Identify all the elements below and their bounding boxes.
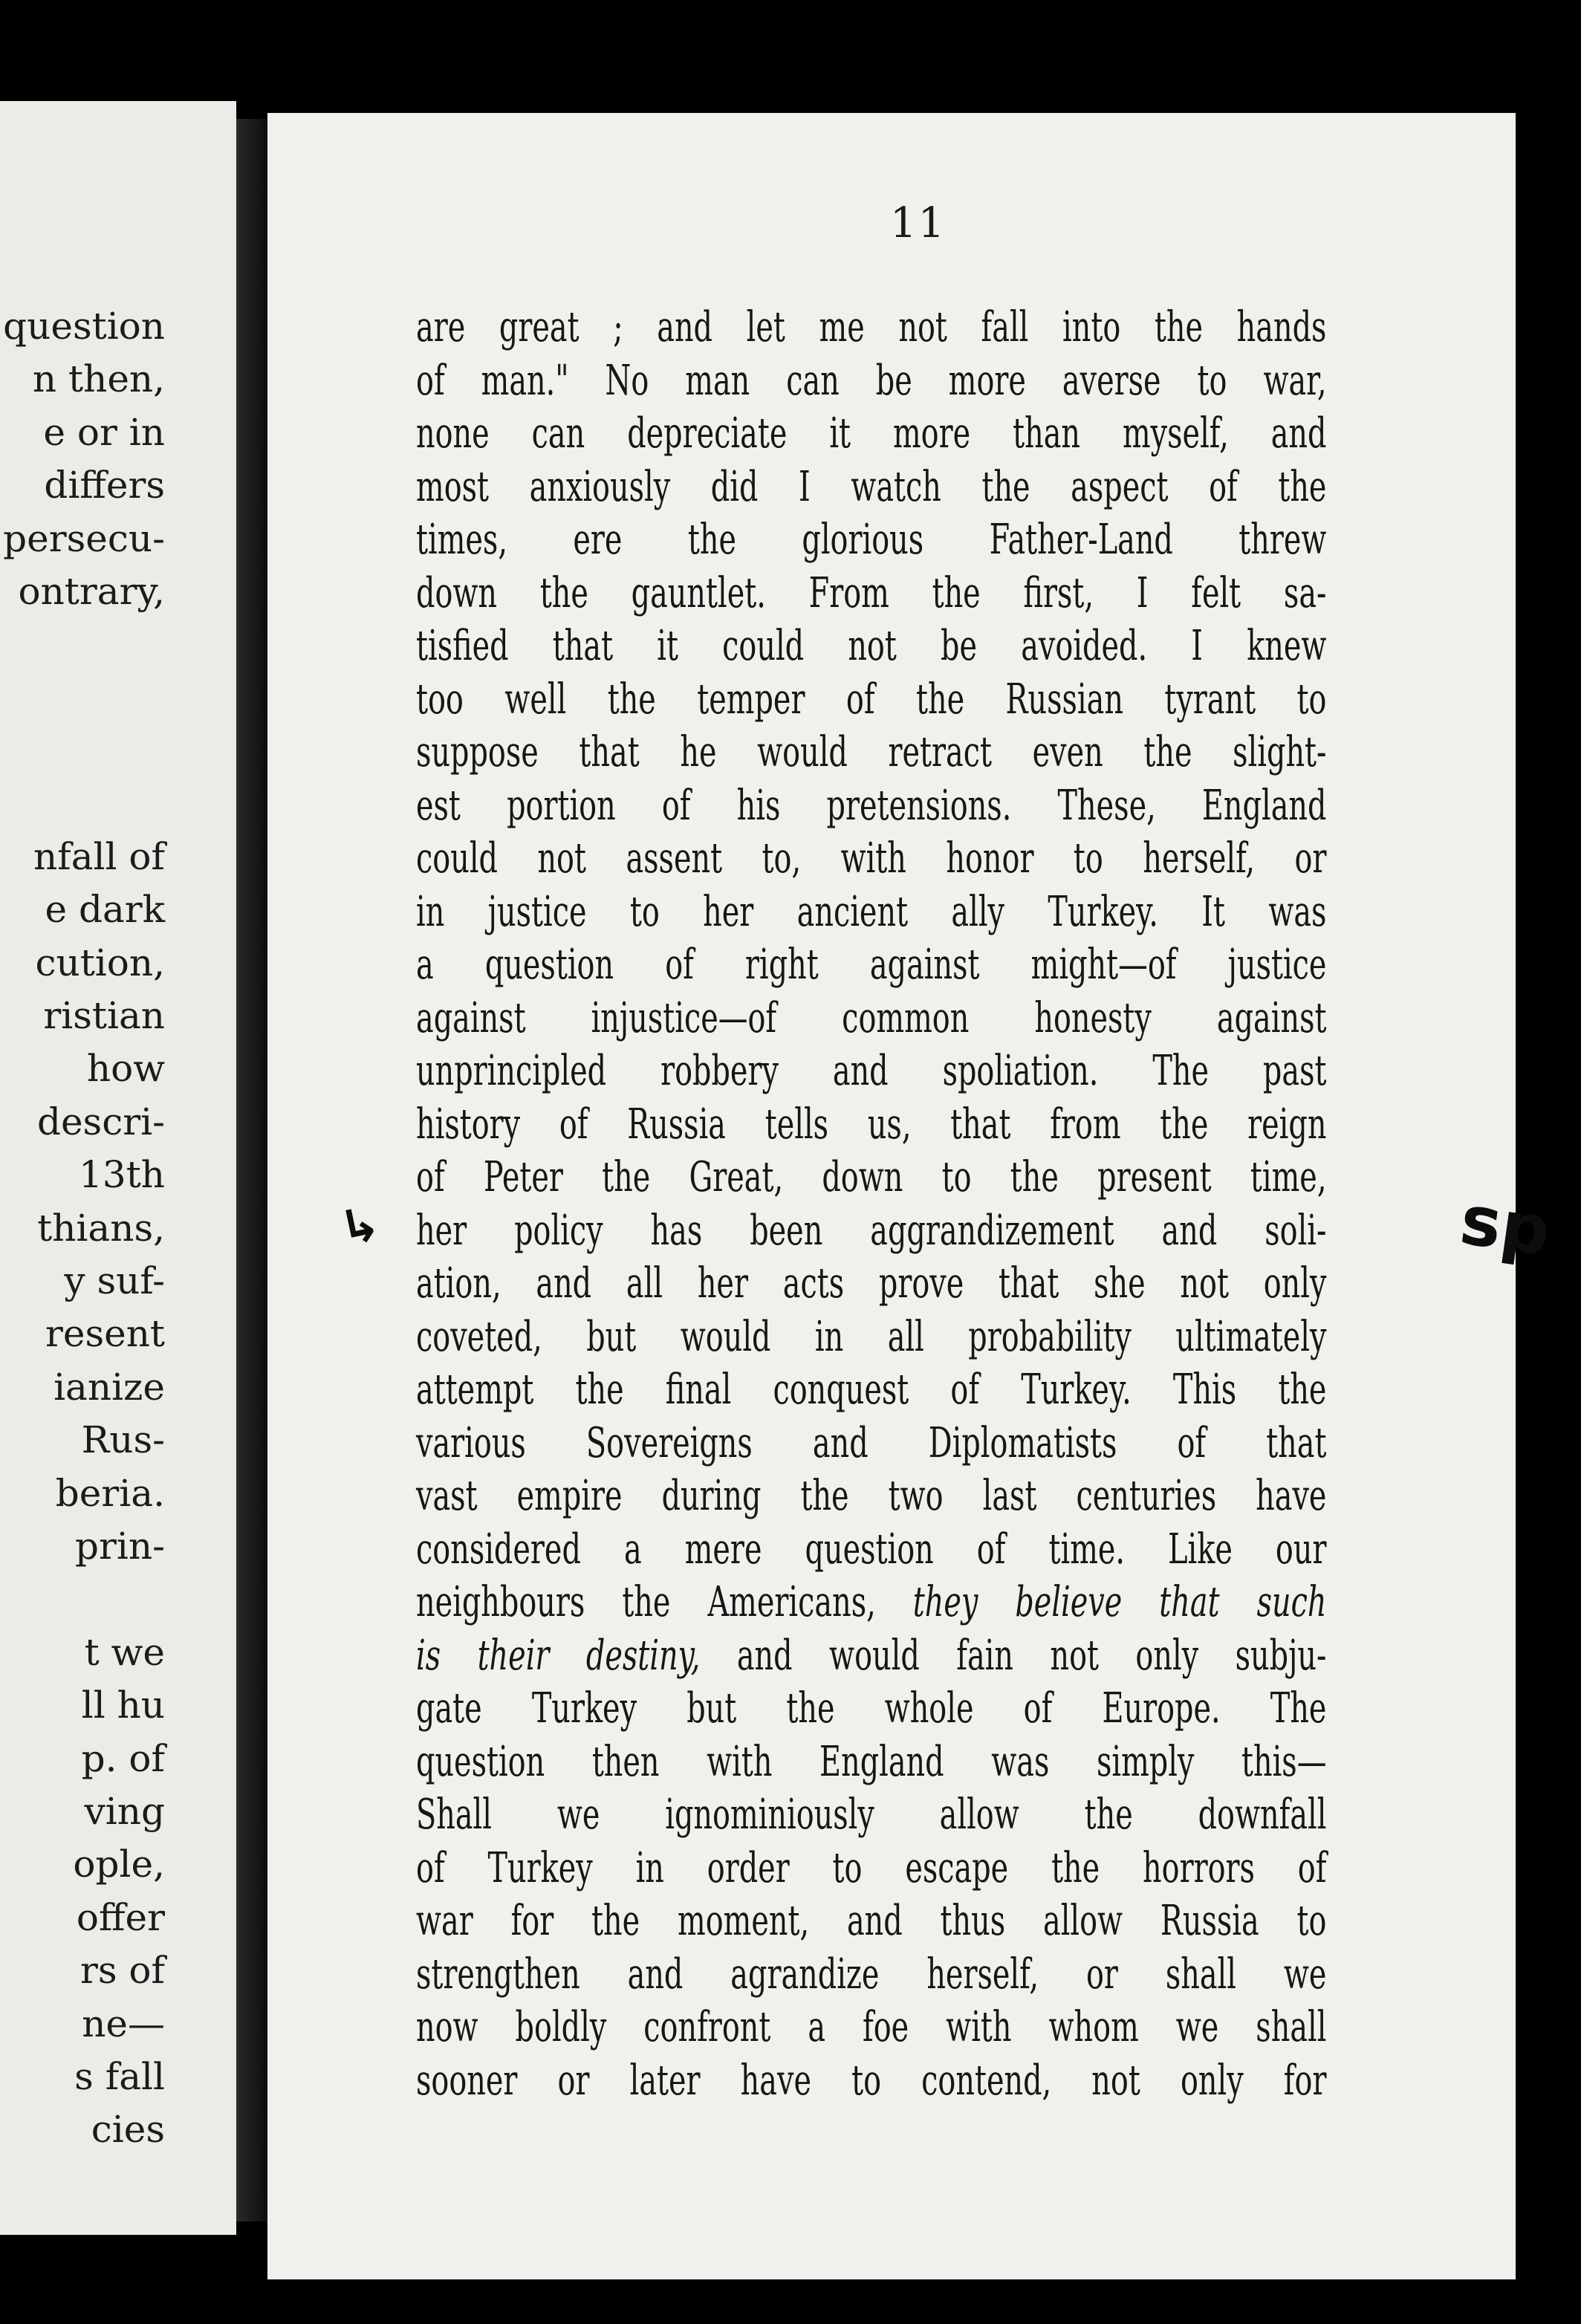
text-line: are great ; and let me not fall into the hands bbox=[416, 303, 1327, 351]
text-line: Shall we ignominiously allow the downfall bbox=[416, 1791, 1327, 1839]
previous-page-line: rs of bbox=[79, 1949, 165, 1993]
previous-page-line: thians, bbox=[37, 1206, 165, 1250]
text-line: strengthen and agrandize herself, or shall we bbox=[416, 1950, 1327, 1999]
text-line: vast empire during the two last centuries have bbox=[416, 1472, 1327, 1520]
book-gutter bbox=[236, 119, 270, 2221]
text-line: could not assent to, with honor to herself, or bbox=[416, 834, 1327, 883]
text-line: war for the moment, and thus allow Russia to bbox=[416, 1897, 1327, 1945]
text-line: various Sovereigns and Diplomatists of that bbox=[416, 1418, 1327, 1467]
text-line: est portion of his pretensions. These, England bbox=[416, 781, 1327, 830]
text-line: now boldly confront a foe with whom we shall bbox=[416, 2003, 1327, 2051]
previous-page-line: ople, bbox=[73, 1843, 165, 1886]
text-line: attempt the final conquest of Turkey. This the bbox=[416, 1366, 1327, 1414]
text-line: of Turkey in order to escape the horrors of bbox=[416, 1843, 1327, 1892]
previous-page-line: ne— bbox=[82, 2002, 165, 2045]
text-line: most anxiously did I watch the aspect of the bbox=[416, 462, 1327, 511]
text-line: times, ere the glorious Father-Land threw bbox=[416, 516, 1327, 564]
text-line: suppose that he would retract even the slight- bbox=[416, 728, 1327, 776]
previous-page-line: differs bbox=[44, 464, 165, 507]
text-line: coveted, but would in all probability ultimately bbox=[416, 1312, 1327, 1361]
text-line: history of Russia tells us, that from the reign bbox=[416, 1100, 1327, 1149]
previous-page-line: ontrary, bbox=[18, 569, 165, 613]
text-line: unprincipled robbery and spoliation. The past bbox=[416, 1047, 1327, 1095]
previous-page-line: nfall of bbox=[33, 834, 165, 878]
text-line: too well the temper of the Russian tyrant to bbox=[416, 675, 1327, 724]
previous-page-line: prin- bbox=[75, 1524, 165, 1568]
margin-mark-left-icon: ↳ bbox=[334, 1195, 386, 1258]
margin-mark-right-icon: sp bbox=[1455, 1180, 1556, 1271]
previous-page-line: n then, bbox=[32, 357, 165, 401]
text-line: against injustice—of common honesty against bbox=[416, 993, 1327, 1042]
text-line: of Peter the Great, down to the present time, bbox=[416, 1153, 1327, 1201]
previous-page-text bbox=[3, 300, 165, 2157]
previous-page-line: e dark bbox=[45, 888, 165, 932]
previous-page-line bbox=[3, 672, 165, 724]
page-body-text bbox=[416, 301, 1326, 2107]
previous-page-line: ristian bbox=[43, 994, 165, 1038]
previous-page-line: resent bbox=[45, 1312, 165, 1356]
previous-page-line: 13th bbox=[79, 1153, 165, 1197]
previous-page-line: how bbox=[86, 1047, 165, 1091]
previous-page-line: question bbox=[3, 305, 165, 348]
text-line: of man." No man can be more averse to war, bbox=[416, 356, 1327, 405]
previous-page-line: t we bbox=[84, 1630, 165, 1674]
previous-page-line: e or in bbox=[43, 410, 165, 454]
previous-page-line: offer bbox=[76, 1895, 165, 1939]
previous-page-fragment bbox=[0, 101, 236, 2235]
text-run: neighbours the Americans, bbox=[416, 1578, 876, 1626]
text-line bbox=[416, 1629, 1326, 1683]
page-number: 11 bbox=[890, 199, 947, 247]
previous-page-line: ving bbox=[84, 1789, 165, 1833]
previous-page-line: ianize bbox=[53, 1365, 165, 1409]
previous-page-line: cution, bbox=[35, 941, 165, 984]
previous-page-line: s fall bbox=[74, 2054, 165, 2098]
text-line: question then with England was simply this— bbox=[416, 1737, 1327, 1786]
text-line bbox=[416, 1576, 1326, 1629]
previous-page-line: Rus- bbox=[81, 1418, 165, 1462]
italic-text-run: they believe that such bbox=[912, 1578, 1327, 1626]
text-line: gate Turkey but the whole of Europe. The bbox=[416, 1684, 1327, 1733]
current-page bbox=[267, 113, 1516, 2279]
text-run: and would fain not only subju- bbox=[736, 1631, 1327, 1680]
text-line: tisfied that it could not be avoided. I knew bbox=[416, 622, 1327, 670]
previous-page-line: beria. bbox=[55, 1471, 165, 1515]
previous-page-line: persecu- bbox=[3, 516, 165, 560]
previous-page-line: y suf- bbox=[64, 1259, 165, 1303]
italic-text-run: is their destiny, bbox=[416, 1631, 701, 1680]
text-line: a question of right against might—of justice bbox=[416, 941, 1327, 989]
text-line: none can depreciate it more than myself, and bbox=[416, 409, 1327, 458]
previous-page-line: cies bbox=[91, 2108, 165, 2152]
text-line: in justice to her ancient ally Turkey. It was bbox=[416, 887, 1327, 936]
text-line: sooner or later have to contend, not only for bbox=[416, 2056, 1327, 2105]
previous-page-line bbox=[3, 1573, 165, 1626]
text-line: her policy has been aggrandizement and soli- bbox=[416, 1206, 1327, 1255]
previous-page-line: ll hu bbox=[81, 1684, 165, 1727]
text-line: considered a mere question of time. Like our bbox=[416, 1525, 1327, 1574]
previous-page-line bbox=[3, 724, 165, 777]
previous-page-line: p. of bbox=[81, 1736, 165, 1780]
text-line: down the gauntlet. From the first, I felt sa- bbox=[416, 568, 1327, 617]
text-line: ation, and all her acts prove that she not only bbox=[416, 1259, 1327, 1308]
previous-page-line: descri- bbox=[36, 1100, 165, 1143]
previous-page-line bbox=[3, 618, 165, 671]
previous-page-line bbox=[3, 778, 165, 831]
